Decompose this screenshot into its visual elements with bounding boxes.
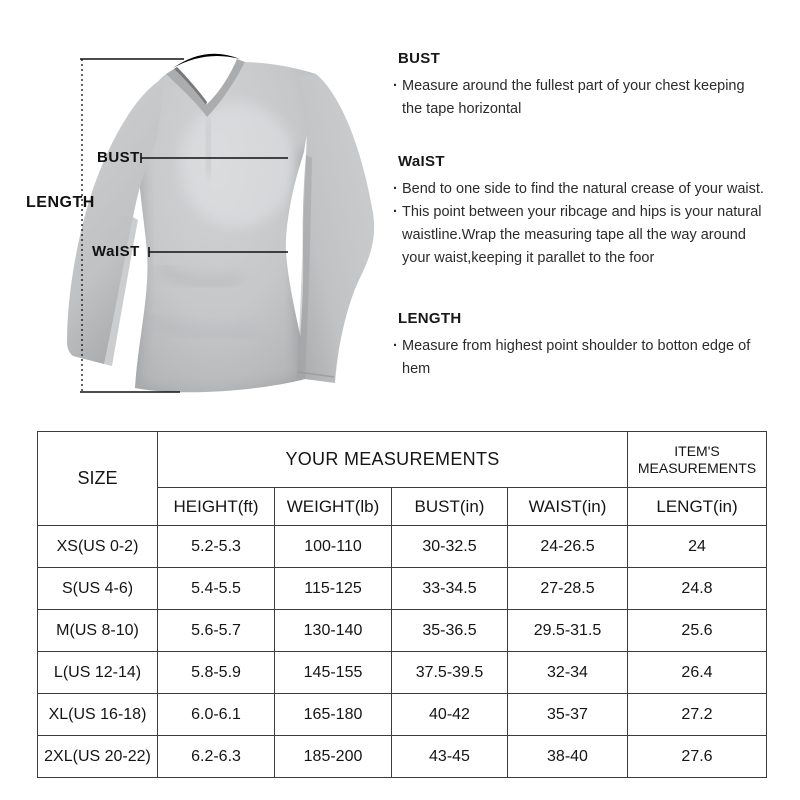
instruction-text: the tape horizontal: [402, 101, 522, 117]
height-cell: 5.8-5.9: [158, 652, 275, 694]
bust-cell: 33-34.5: [392, 568, 508, 610]
table-row: [38, 610, 767, 652]
instruction-line: [393, 247, 800, 270]
length-cell: 25.6: [628, 610, 767, 652]
instruction-line: [393, 98, 800, 121]
length-cell: 27.2: [628, 694, 767, 736]
height-cell: 5.2-5.3: [158, 526, 275, 568]
instruction-line: [393, 335, 800, 358]
instruction-heading: WaIST: [398, 153, 445, 170]
size-cell: L(US 12-14): [38, 652, 158, 694]
weight-cell: 130-140: [275, 610, 392, 652]
instruction-line: [393, 224, 800, 247]
height-cell: 5.6-5.7: [158, 610, 275, 652]
waist-cell: 29.5-31.5: [508, 610, 628, 652]
instruction-text: Bend to one side to find the natural crease of your waist.: [402, 181, 764, 197]
bust-cell: 37.5-39.5: [392, 652, 508, 694]
instruction-line: [393, 201, 800, 224]
instruction-text: waistline.Wrap the measuring tape all the way around: [402, 227, 746, 243]
instruction-text: hem: [402, 361, 431, 377]
weight-cell: 145-155: [275, 652, 392, 694]
waist-cell: 32-34: [508, 652, 628, 694]
your-measurements-header: YOUR MEASUREMENTS: [158, 432, 628, 488]
weight-cell: 100-110: [275, 526, 392, 568]
height-cell: 6.0-6.1: [158, 694, 275, 736]
table-header-row-1: [38, 432, 767, 488]
waist-cell: 24-26.5: [508, 526, 628, 568]
column-header: WAIST(in): [508, 488, 628, 526]
instruction-line: [393, 178, 800, 201]
table-row: [38, 694, 767, 736]
size-cell: M(US 8-10): [38, 610, 158, 652]
instruction-heading: BUST: [398, 50, 441, 67]
waist-cell: 38-40: [508, 736, 628, 778]
height-cell: 6.2-6.3: [158, 736, 275, 778]
instruction-section: [393, 310, 800, 381]
size-cell: 2XL(US 20-22): [38, 736, 158, 778]
size-column-header: SIZE: [38, 432, 158, 526]
weight-cell: 185-200: [275, 736, 392, 778]
column-header: WEIGHT(lb): [275, 488, 392, 526]
size-cell: XL(US 16-18): [38, 694, 158, 736]
column-header: LENGT(in): [628, 488, 767, 526]
instruction-text: Measure around the fullest part of your chest keeping: [402, 78, 745, 94]
bullet-marker: ·: [393, 181, 398, 197]
instruction-line: [393, 358, 800, 381]
instruction-text: your waist,keeping it parallet to the foor: [402, 250, 655, 266]
bust-cell: 40-42: [392, 694, 508, 736]
bust-cell: 30-32.5: [392, 526, 508, 568]
height-cell: 5.4-5.5: [158, 568, 275, 610]
bullet-marker: ·: [393, 338, 398, 354]
instruction-section: [393, 153, 800, 270]
length-cell: 27.6: [628, 736, 767, 778]
instruction-text: Measure from highest point shoulder to botton edge of: [402, 338, 751, 354]
table-row: [38, 568, 767, 610]
size-cell: S(US 4-6): [38, 568, 158, 610]
shirt-right-sleeve: [297, 74, 374, 383]
column-header: BUST(in): [392, 488, 508, 526]
instruction-text: This point between your ribcage and hips is your natural: [402, 204, 762, 220]
instruction-heading: LENGTH: [398, 310, 462, 327]
bust-cell: 35-36.5: [392, 610, 508, 652]
length-label: LENGTH: [26, 194, 95, 211]
weight-cell: 165-180: [275, 694, 392, 736]
bullet-marker: ·: [393, 78, 398, 94]
measurement-instructions: [393, 50, 800, 413]
table-row: [38, 736, 767, 778]
length-cell: 26.4: [628, 652, 767, 694]
length-cell: 24.8: [628, 568, 767, 610]
instruction-section: [393, 50, 800, 121]
column-header: HEIGHT(ft): [158, 488, 275, 526]
size-chart-table: [37, 431, 767, 778]
bust-cell: 43-45: [392, 736, 508, 778]
waist-cell: 27-28.5: [508, 568, 628, 610]
bullet-marker: ·: [393, 204, 398, 220]
waist-cell: 35-37: [508, 694, 628, 736]
table-row: [38, 526, 767, 568]
size-cell: XS(US 0-2): [38, 526, 158, 568]
bust-label: BUST: [97, 149, 140, 166]
items-measurements-header: ITEM'S MEASUREMENTS: [628, 432, 767, 488]
waist-label: WaIST: [92, 243, 140, 260]
weight-cell: 115-125: [275, 568, 392, 610]
length-cell: 24: [628, 526, 767, 568]
table-row: [38, 652, 767, 694]
instruction-line: [393, 75, 800, 98]
